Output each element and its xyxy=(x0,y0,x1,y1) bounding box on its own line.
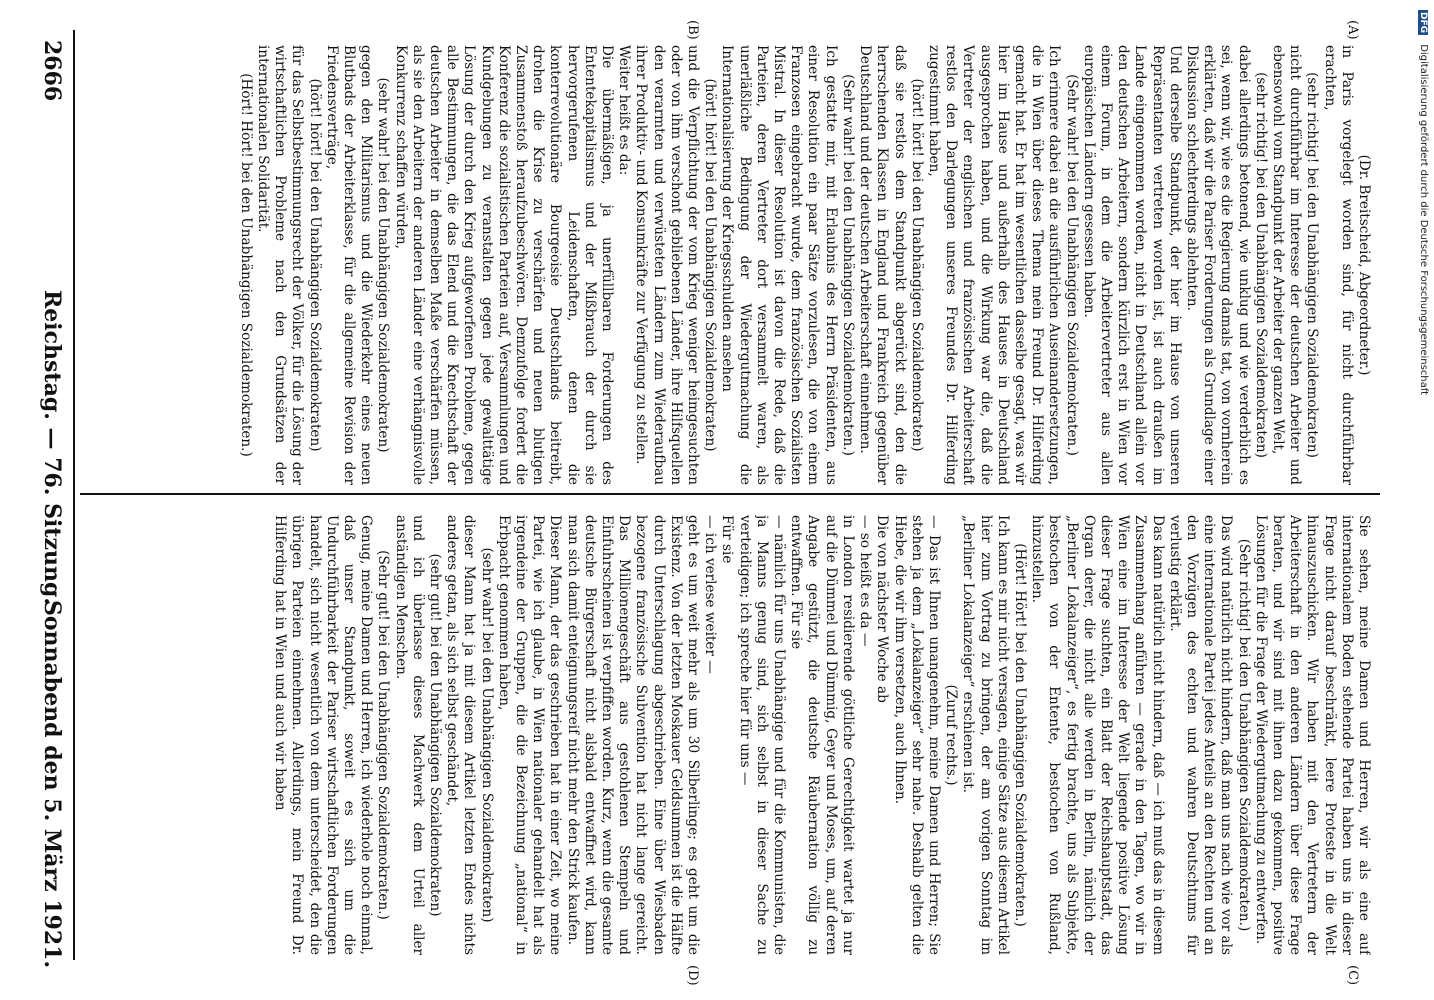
paragraph: in Paris vorgelegt worden sind, für nicht durchführbar erachten, xyxy=(1321,45,1355,485)
paragraph: dabei allerdings betonend, wie unklug und wie verderblich es sei, wenn wir, wie es die Regierung damals tat, von vornherein erklärten, daß wir die Pariser Forderungen als Grundlage einer Diskussion schlechterdings ablehnten. xyxy=(1183,45,1252,485)
session-title: Reichstag. — 76. Sitzung. xyxy=(39,290,65,606)
paragraph: Die von nächster Woche ab xyxy=(874,515,891,703)
margin-marker-b: (B) xyxy=(685,20,700,40)
paragraph: (sehr richtig! bei den Unabhängigen Sozialdemokraten) xyxy=(1252,72,1269,458)
paragraph: nicht durchführbar im Interesse der deutschen Arbeiter und ebensowohl vom Standpunkt der Arbeiter der ganzen Welt, xyxy=(1269,45,1304,485)
page-header xyxy=(35,40,65,969)
funding-sidebar xyxy=(1415,10,1429,990)
paragraph: (Sehr richtig! bei den Unabhängigen Sozialdemokraten.) xyxy=(1235,538,1252,932)
paragraph: Und derselbe Standpunkt, der hier im Hause von unseren Repräsentanten vertreten worden ist, ist auch draußen im Lande eingenommen worden, nicht in Deutschland allein vor den deutschen Arbeitern, sondern kürzlich erst in Wien vor einem Forum, in dem die Arbeitervertreter aus allen europäischen Ländern gesessen haben. xyxy=(1080,45,1183,485)
margin-marker-a: (A) xyxy=(1345,20,1360,40)
paragraph: Sie sehen, meine Damen und Herren, wir als eine auf internationalem Boden stehende Partei haben uns in dieser Frage nicht darauf beschränkt, leere Proteste in die Welt hinauszuschicken. Wir haben mit den Vertretern der Arbeiterschaft in den anderen Ländern über diese Frage beraten, und wir sind mit ihnen dazu gekommen, positive Lösungen für die Frage der Wiedergutmachung zu entwerfen. xyxy=(1252,515,1372,955)
paragraph: Ich kann es mir nicht versagen, einige Sätze aus diesem Artikel hier zum Vortrag zu bringen, der am vorigen Sonntag im „Berliner Lokalanzeiger“ erschienen ist. xyxy=(960,515,1011,955)
paragraph: und die Verpflichtung der vom Krieg weniger heimgesuchten oder von ihm verschont gebliebenen Länder, ihre Hilfsquellen den verarmten und verwüsteten Ländern zum Wiederaufbau ihrer Produktiv- und Konsumkräfte zur Verfügung zu stellen. xyxy=(633,45,702,485)
paragraph: und ich überlasse dieses Machwerk dem Urteil aller anständigen Menschen. xyxy=(392,515,426,955)
paragraph: (Sehr wahr! bei den Unabhängigen Sozialdemokraten.) xyxy=(839,74,856,456)
right-column xyxy=(82,515,1372,955)
paragraph: — nämlich für uns Unabhängige und für die Kommunisten, die ja Manns genug sind, sich selbst in dieser Sache zu verteidigen; ich spreche hier für uns — xyxy=(736,515,788,955)
paragraph: für das Selbstbestimmungsrecht der Völker, für die Lösung der wirtschaftlichen Probleme nach den Grundsätzen der internationalen Solidarität. xyxy=(255,45,306,485)
paragraph: (sehr wahr! bei den Unabhängigen Sozialdemokraten) xyxy=(375,77,392,453)
header-rule xyxy=(73,30,75,960)
column-divider xyxy=(80,493,1380,495)
funding-note: Digitalisierung gefördert durch die Deutsche Forschungsgemeinschaft xyxy=(1418,44,1429,396)
paragraph: Das kann natürlich nicht hindern, daß — ich muß das in diesem Zusammenhang anführen — gerade in den Tagen, wo wir in Wien eine im Interesse der Welt liegende positive Lösung dieser Frage suchten, ein Blatt der Reichshauptstadt, das Organ derer, die nicht alle werden in Berlin, nämlich der „Berliner Lokalanzeiger“, es fertig brachte, uns als Subjekte, bestochen von der Entente, bestochen von Rußland, hinzustellen. xyxy=(1029,515,1166,955)
paragraph: — ich verlese weiter — xyxy=(702,515,719,674)
paragraph: Die übermäßigen, ja unerfüllbaren Forderungen des Ententekapitalismus und der Mißbrauch der durch sie hervorgerufenen Leidenschaften, denen die konterrevolutionäre Bourgeoisie Deutschlands beitreibt, drohen die Krise zu verschärfen und neuen blutigen Zusammenstoß heraufzubeschwören. Demzufolge fordert die Konferenz die sozialistischen Parteien auf, Versammlungen und Kundgebungen zu veranstalten gegen jede gewalttätige Lösung der durch den Krieg aufgeworfenen Probleme, gegen alle Bestimmungen, die das Elend und die Knechtschaft der deutschen Arbeiter in demselben Maße verschärfen müssen, als sie den Arbeitern der anderen Länder eine verhängnisvolle Konkurrenz schaffen würden, xyxy=(392,45,616,485)
paragraph: (Hört! Hört! bei den Unabhängigen Sozialdemokraten.) xyxy=(237,73,254,457)
paragraph: (sehr richtig! bei den Unabhängigen Sozialdemokraten) xyxy=(1304,72,1321,458)
margin-marker-d: (D) xyxy=(685,965,700,986)
paragraph: — so heißt es da — xyxy=(857,515,874,647)
paragraph: (hört! hört! bei den Unabhängigen Sozialdemokraten) xyxy=(306,78,323,452)
paragraph: (Sehr wahr! bei den Unabhängigen Sozialdemokraten.) xyxy=(1063,74,1080,456)
margin-marker-c: (C) xyxy=(1345,965,1360,986)
paragraph: Genug, meine Damen und Herren, ich wiederhole noch einmal, daß unser Standpunkt, soweit es sich um die Undurchführbarkeit der Pariser wirtschaftlichen Forderungen handelt, sich nicht wesentlich von dem unterscheidet, den die übrigen Parteien einnehmen. Allerdings, mein Freund Dr. Hilferding hat in Wien und auch wir haben xyxy=(272,515,375,955)
paragraph: gegen den Militarismus und die Wiederkehr eines neuen Blutbads der Arbeiterklasse, für die allgemeine Revision der Friedensverträge, xyxy=(323,45,375,485)
paragraph: Dieser Mann, der das geschrieben hat in einer Zeit, wo meine Partei, wie ich glaube, in Wien nationaler gehandelt hat als irgendeine der Gruppen, die die Bezeichnung „national“ in Erbpacht genommen haben, xyxy=(495,515,564,955)
paragraph: — Das ist Ihnen unangenehm, meine Damen und Herren; Sie stehen ja dem „Lokalanzeiger“ sehr nahe. Deshalb gelten die Hiebe, die wir ihm versetzen, auch Ihnen. xyxy=(891,515,942,955)
left-column xyxy=(82,45,1372,485)
paragraph: daß sie restlos dem Standpunkt abgerückt sind, den die herrschenden Klassen in England und Frankreich gegenüber Deutschland und der deutschen Arbeiterschaft einnehmen. xyxy=(857,45,908,485)
paragraph: (hört! hört! bei den Unabhängigen Sozialdemokraten) xyxy=(702,78,719,452)
paragraph: dieser Mann hat ja mit diesem Artikel letzten Endes nichts anderes getan, als sich selbst geschändet, xyxy=(444,515,478,955)
paragraph: (Dr. Breitscheid, Abgeordneter.) xyxy=(1356,154,1372,376)
paragraph: in London residierende göttliche Gerechtigkeit wartet ja nur auf die Dümmel und Dümmig, Geyer und Moses, um, auf deren Angabe gestützt, die deutsche Räubernation völlig zu entwaffnen. Für sie xyxy=(788,515,856,955)
paragraph: Ich gestatte mir, mit Erlaubnis des Herrn Präsidenten, aus einer Resolution ein paar Sätze vorzulesen, die von einem Franzosen eingebracht wurde, dem französischen Sozialisten Mistral. In dieser Resolution ist davon die Rede, daß die Parteien, deren Vertreter dort versammelt waren, als unerläßliche Bedingung der Wiedergutmachung die Internationalisierung der Kriegsschulden ansehen xyxy=(719,45,839,485)
paragraph: geht es um weit mehr als um 30 Silberlinge; es geht um die Existenz. Von der letzten Moskauer Geldsummen ist die Hälfte durch Unterschlagung abgeschrieben. Eine über Wiesbaden bezogene französische Subvention hat nicht lange gereicht. Das Millionengeschäft aus gestohlenen Stempeln und Einfuhrscheinen ist verpfiffen worden. Kurz, wenn die gesamte deutsche Bürgerschaft nicht alsbald entwaffnet wird, kann man sich damit enteignungsreif nicht mehr den Strick kaufen. xyxy=(564,515,702,955)
paragraph: Für sie xyxy=(719,515,736,564)
paragraph: (Hört! Hört! bei den Unabhängigen Sozialdemokraten.) xyxy=(1011,543,1028,927)
page-number: 2666 xyxy=(39,40,65,102)
paragraph: Ich erinnere dabei an die ausführlichen Auseinandersetzungen, die in Wien über dieses Thema mein Freund Dr. Hilferding gemacht hat. Er hat im wesentlichen dasselbe gesagt, was wir hier im Hause und außerhalb des Hauses in Deutschland ausgesprochen haben, und die Wirkung war die, daß die Vertreter der englischen und französischen Arbeiterschaft restlos den Darlegungen unseres Freundes Dr. Hilferding zugestimmt haben, xyxy=(925,45,1063,485)
paragraph: (Zuruf rechts.) xyxy=(943,684,960,786)
paragraph: Weiter heißt es da: xyxy=(616,45,633,176)
paragraph: (hört! hört! bei den Unabhängigen Sozialdemokraten) xyxy=(908,78,925,452)
paragraph: (Sehr gut! bei den Unabhängigen Sozialdemokraten.) xyxy=(375,550,392,920)
paragraph: (sehr gut! bei den Unabhängigen Sozialdemokraten) xyxy=(427,553,444,917)
session-date: Sonnabend den 5. März 1921. xyxy=(39,600,65,969)
dfg-logo: DFG xyxy=(1418,12,1428,34)
paragraph: (sehr wahr! bei den Unabhängigen Sozialdemokraten) xyxy=(478,547,495,923)
paragraph: Das wird natürlich nicht hindern, daß man uns nach wie vor als eine internationale Partei jedes Anteils an den Rechten und an den Vorzügen des echten und wahren Deutschtums für verlustig erklärt. xyxy=(1166,515,1235,955)
